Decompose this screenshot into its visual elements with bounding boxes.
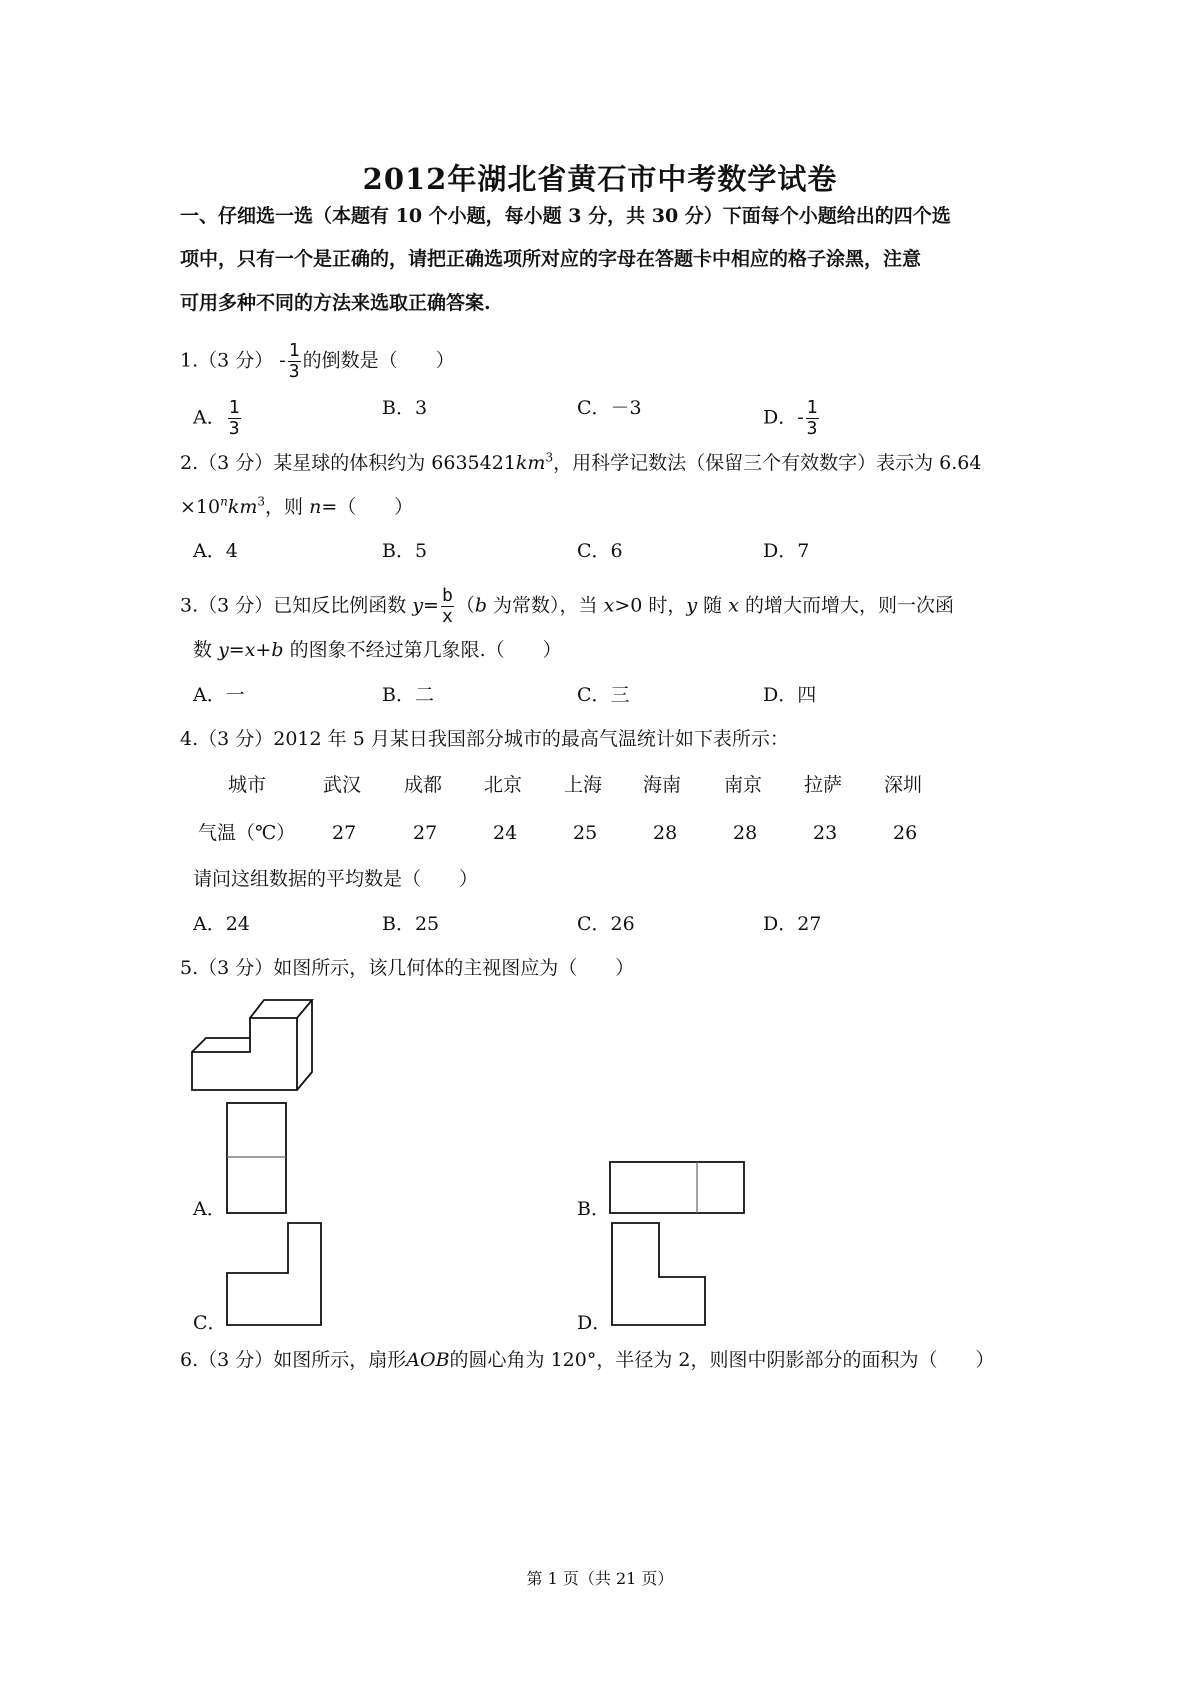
table-cell-temp: 26 [893,822,918,844]
question-3-line1: 3.（3 分）已知反比例函数 y= $\frac{b}{x}$ （b 为常数），当 x>0 时，y 随 x 的增大而增大，则一次函 [180,585,955,627]
question-1-option-b: B．3 [382,397,428,419]
question-5-option-c-label: C． [193,1312,227,1334]
fraction: $\frac{1}{3}$ [288,340,300,382]
table-cell-temp: 25 [573,822,598,844]
table-cell-temp: 27 [413,822,438,844]
question-4-option-b: B．25 [382,913,440,935]
table-cell-city: 武汉 [323,774,362,796]
question-3-option-d: D．四 [763,684,817,706]
question-5-option-b-label: B． [577,1198,610,1220]
question-4-option-a: A．24 [193,913,250,935]
question-3-option-a: A．一 [193,684,245,706]
table-row-header-city: 城市 [228,774,267,796]
question-2-option-a: A．4 [193,540,238,562]
question-1-option-c: C．－3 [577,397,642,419]
table-cell-temp: 27 [332,822,357,844]
table-cell-city: 南京 [724,774,763,796]
table-cell-temp: 23 [813,822,838,844]
question-2-option-d: D．7 [763,540,810,562]
table-cell-city: 拉萨 [804,774,843,796]
question-5-option-d-label: D． [577,1312,612,1334]
question-1-option-d: D．- $\frac{1}{3}$ [763,397,818,439]
question-1-stem: 1.（3 分） - $\frac{1}{3}$ 的倒数是（ ） [180,340,455,382]
section-instructions-line1: 一、仔细选一选（本题有 10 个小题，每小题 3 分，共 30 分）下面每个小题给出的四个选 [180,205,951,227]
question-2-option-b: B．5 [382,540,428,562]
table-cell-city: 上海 [564,774,603,796]
question-4-prompt: 请问这组数据的平均数是（ ） [193,868,479,890]
question-3-option-b: B．二 [382,684,434,706]
section-instructions-line3: 可用多种不同的方法来选取正确答案. [180,292,491,314]
question-5-option-a-label: A． [193,1198,226,1220]
section-instructions-line2: 项中，只有一个是正确的，请把正确选项所对应的字母在答题卡中相应的格子涂黑，注意 [180,248,922,270]
table-cell-city: 海南 [643,774,682,796]
table-cell-temp: 28 [653,822,678,844]
page-footer: 第 1 页（共 21 页） [526,1569,674,1588]
table-cell-temp: 24 [493,822,518,844]
table-row-header-temp: 气温（℃） [198,822,296,844]
page-title: 2012年湖北省黄石市中考数学试卷 [362,162,838,196]
table-cell-temp: 28 [733,822,758,844]
table-cell-city: 北京 [484,774,523,796]
question-6-stem: 6.（3 分）如图所示，扇形AOB的圆心角为 120°，半径为 2，则图中阴影部分的面积为（ ） [180,1349,995,1371]
question-1-option-a: A． $\frac{1}{3}$ [193,397,240,439]
question-2-line1: 2.（3 分）某星球的体积约为 $6635421km^3$，用科学记数法（保留三个有效数字）表示为 6.64 [180,450,982,474]
question-4-stem: 4.（3 分）2012 年 5 月某日我国部分城市的最高气温统计如下表所示： [180,728,789,750]
question-5-stem: 5.（3 分）如图所示，该几何体的主视图应为（ ） [180,957,635,979]
question-4-option-c: C．26 [577,913,635,935]
question-3-line2: 数 y=x+b 的图象不经过第几象限.（ ） [193,639,562,661]
question-3-option-c: C．三 [577,684,630,706]
question-2-option-c: C．6 [577,540,623,562]
question-2-line2: $\times 10^nkm^3$，则 n=（ ） [180,494,414,518]
table-cell-city: 成都 [404,774,443,796]
question-4-option-d: D．27 [763,913,822,935]
table-cell-city: 深圳 [884,774,923,796]
